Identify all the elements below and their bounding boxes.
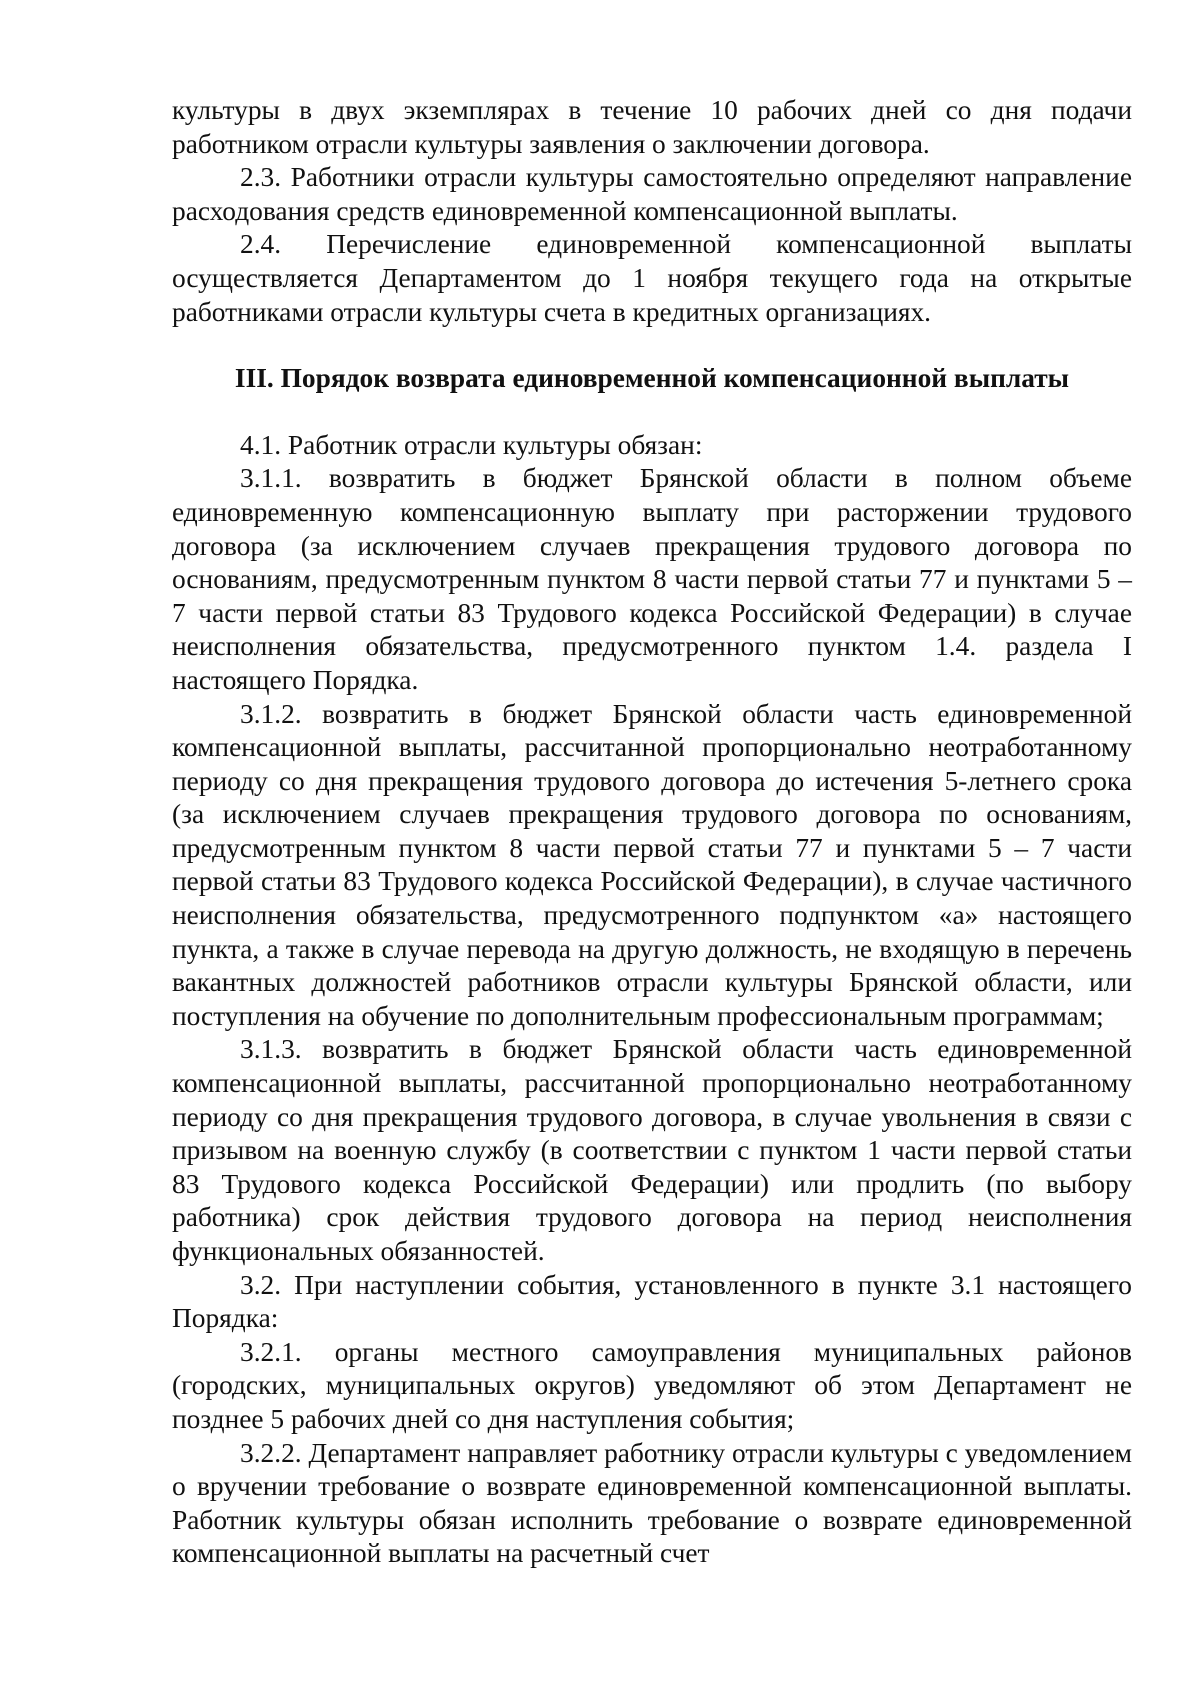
- paragraph-3-1-1: 3.1.1. возвратить в бюджет Брянской области в полном объеме единовременную компенсационную выплату при расторжении трудового договора (за исключением случаев прекращения трудового договора по основаниям, предусмотренным пунктом 8 части первой статьи 77 и пунктами 5 – 7 части первой статьи 83 Трудового кодекса Российской Федерации) в случае неисполнения обязательства, предусмотренного пунктом 1.4. раздела I настоящего Порядка.: [172, 463, 1132, 695]
- paragraph-3-2-1: 3.2.1. органы местного самоуправления муниципальных районов (городских, муниципальных округов) уведомляют об этом Департамент не позднее 5 рабочих дней со дня наступления события;: [172, 1336, 1132, 1434]
- paragraph-continuation: культуры в двух экземплярах в течение 10 рабочих дней со дня подачи работником отрасли культуры заявления о заключении договора.: [172, 95, 1132, 159]
- paragraph-2-4: 2.4. Перечисление единовременной компенсационной выплаты осуществляется Департаментом до 1 ноября текущего года на открытые работниками отрасли культуры счета в кредитных организациях.: [172, 229, 1132, 327]
- paragraph-2-3: 2.3. Работники отрасли культуры самостоятельно определяют направление расходования средств единовременной компенсационной выплаты.: [172, 162, 1132, 226]
- document-page: [172, 94, 1132, 1571]
- paragraph-4-1: 4.1. Работник отрасли культуры обязан:: [240, 429, 703, 460]
- paragraph-3-2-2: 3.2.2. Департамент направляет работнику отрасли культуры с уведомлением о вручении требование о возврате единовременной компенсационной выплаты. Работник культуры обязан исполнить требование о возврате единовременной компенсационной выплаты на расчетный счет: [172, 1437, 1132, 1569]
- paragraph-3-1-3: 3.1.3. возвратить в бюджет Брянской области часть единовременной компенсационной выплаты, рассчитанной пропорционально неотработанному периоду со дня прекращения трудового договора, в случае увольнения в связи с призывом на военную службу (в соответствии с пунктом 1 части первой статьи 83 Трудового кодекса Российской Федерации) или продлить (по выбору работника) срок действия трудового договора на период неисполнения функциональных обязанностей.: [172, 1034, 1132, 1266]
- section-heading: III. Порядок возврата единовременной компенсационной выплаты: [234, 363, 1070, 394]
- paragraph-3-2: 3.2. При наступлении события, установленного в пункте 3.1 настоящего Порядка:: [172, 1269, 1132, 1334]
- paragraph-3-1-2: 3.1.2. возвратить в бюджет Брянской области часть единовременной компенсационной выплаты, рассчитанной пропорционально неотработанному периоду со дня прекращения трудового договора до истечения 5-летнего срока (за исключением случаев прекращения трудового договора по основаниям, предусмотренным пунктом 8 части первой статьи 77 и пунктами 5 – 7 части первой статьи 83 Трудового кодекса Российской Федерации), в случае частичного неисполнения обязательства, предусмотренного подпунктом «а» настоящего пункта, а также в случае перевода на другую должность, не входящую в перечень вакантных должностей работников отрасли культуры Брянской области, или поступления на обучение по дополнительным профессиональным программам;: [172, 698, 1132, 1031]
